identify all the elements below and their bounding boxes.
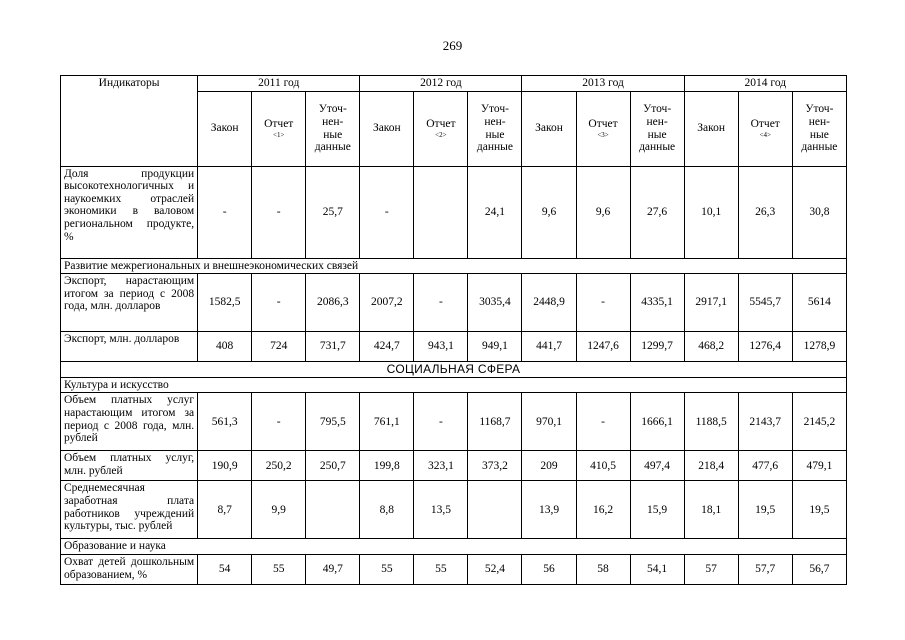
report-subheader — [576, 91, 630, 166]
report-label: Отчет — [264, 118, 294, 131]
report-label: Отчет — [588, 118, 618, 131]
value-cell: 57 — [684, 554, 738, 584]
value-cell: - — [360, 166, 414, 258]
value-cell: 761,1 — [360, 393, 414, 451]
law-subheader: Закон — [684, 91, 738, 166]
value-cell: 26,3 — [738, 166, 792, 258]
value-cell: 15,9 — [630, 481, 684, 539]
value-cell: 55 — [360, 554, 414, 584]
law-subheader: Закон — [522, 91, 576, 166]
value-cell: 2007,2 — [360, 274, 414, 332]
indicator-label: Объем платных услуг, млн. рублей — [61, 451, 198, 481]
section-heading: Образование и наука — [61, 539, 847, 555]
value-cell: 497,4 — [630, 451, 684, 481]
value-cell: 19,5 — [738, 481, 792, 539]
value-cell: 2448,9 — [522, 274, 576, 332]
value-cell: - — [252, 166, 306, 258]
report-label: Отчет — [426, 118, 456, 131]
indicator-label: Охват детей дошкольным образованием, % — [61, 554, 198, 584]
year-header-row — [61, 76, 847, 92]
value-cell: - — [414, 393, 468, 451]
value-cell: 30,8 — [792, 166, 846, 258]
refined-subheader: Уточ- нен- ные данные — [306, 91, 360, 166]
report-subheader — [252, 91, 306, 166]
value-cell: 1276,4 — [738, 332, 792, 362]
value-cell: 1582,5 — [198, 274, 252, 332]
value-cell: 2145,2 — [792, 393, 846, 451]
value-cell: - — [576, 393, 630, 451]
value-cell: 57,7 — [738, 554, 792, 584]
section-row — [61, 377, 847, 393]
report-note: <3> — [597, 130, 609, 139]
value-cell — [306, 481, 360, 539]
year-header: 2012 год — [360, 76, 522, 92]
refined-subheader: Уточ- нен- ные данные — [792, 91, 846, 166]
value-cell — [414, 166, 468, 258]
indicator-label: Среднемесячная заработная плата работников учреждений культуры, тыс. рублей — [61, 481, 198, 539]
indicator-label: Экспорт, млн. долларов — [61, 332, 198, 362]
value-cell: 1247,6 — [576, 332, 630, 362]
value-cell: 56 — [522, 554, 576, 584]
year-header: 2014 год — [684, 76, 846, 92]
value-cell: - — [414, 274, 468, 332]
value-cell: 410,5 — [576, 451, 630, 481]
value-cell: 8,8 — [360, 481, 414, 539]
table-row — [61, 481, 847, 539]
value-cell: 24,1 — [468, 166, 522, 258]
value-cell: 408 — [198, 332, 252, 362]
value-cell: 13,9 — [522, 481, 576, 539]
report-subheader — [738, 91, 792, 166]
value-cell: 1299,7 — [630, 332, 684, 362]
value-cell: 49,7 — [306, 554, 360, 584]
refined-subheader: Уточ- нен- ные данные — [468, 91, 522, 166]
value-cell: 9,6 — [522, 166, 576, 258]
report-subheader — [414, 91, 468, 166]
year-header: 2011 год — [198, 76, 360, 92]
value-cell: 5614 — [792, 274, 846, 332]
indicator-label: Доля продукции высокотехнологичных и наукоемких отраслей экономики в валовом региональном продукте, % — [61, 166, 198, 258]
value-cell: 250,7 — [306, 451, 360, 481]
value-cell: 58 — [576, 554, 630, 584]
report-note: <2> — [435, 130, 447, 139]
social-sphere-row — [61, 362, 847, 378]
report-note: <4> — [759, 130, 771, 139]
value-cell: 561,3 — [198, 393, 252, 451]
value-cell: 199,8 — [360, 451, 414, 481]
value-cell: 52,4 — [468, 554, 522, 584]
value-cell: 209 — [522, 451, 576, 481]
value-cell: 55 — [414, 554, 468, 584]
value-cell: 424,7 — [360, 332, 414, 362]
table-row — [61, 451, 847, 481]
law-subheader: Закон — [360, 91, 414, 166]
value-cell: 479,1 — [792, 451, 846, 481]
value-cell: 55 — [252, 554, 306, 584]
value-cell: 468,2 — [684, 332, 738, 362]
value-cell: - — [252, 274, 306, 332]
value-cell — [468, 481, 522, 539]
value-cell: 477,6 — [738, 451, 792, 481]
table-row — [61, 393, 847, 451]
value-cell: 54 — [198, 554, 252, 584]
report-label: Отчет — [750, 118, 780, 131]
value-cell: 795,5 — [306, 393, 360, 451]
law-subheader: Закон — [198, 91, 252, 166]
value-cell: 190,9 — [198, 451, 252, 481]
value-cell: 16,2 — [576, 481, 630, 539]
value-cell: 943,1 — [414, 332, 468, 362]
value-cell: 3035,4 — [468, 274, 522, 332]
indicators-table — [60, 75, 847, 585]
table-row — [61, 274, 847, 332]
value-cell: 323,1 — [414, 451, 468, 481]
value-cell: 8,7 — [198, 481, 252, 539]
table-row — [61, 332, 847, 362]
value-cell: 1278,9 — [792, 332, 846, 362]
value-cell: 54,1 — [630, 554, 684, 584]
value-cell: 441,7 — [522, 332, 576, 362]
indicator-label: Объем платных услуг нарастающим итогом за период с 2008 года, млн. рублей — [61, 393, 198, 451]
value-cell: 2143,7 — [738, 393, 792, 451]
social-sphere-heading: СОЦИАЛЬНАЯ СФЕРА — [61, 362, 847, 378]
value-cell: 2086,3 — [306, 274, 360, 332]
value-cell: 18,1 — [684, 481, 738, 539]
value-cell: 10,1 — [684, 166, 738, 258]
value-cell: 1168,7 — [468, 393, 522, 451]
page-number: 269 — [442, 38, 463, 53]
refined-subheader: Уточ- нен- ные данные — [630, 91, 684, 166]
value-cell: 13,5 — [414, 481, 468, 539]
value-cell: 25,7 — [306, 166, 360, 258]
section-row — [61, 539, 847, 555]
value-cell: 9,9 — [252, 481, 306, 539]
value-cell: 949,1 — [468, 332, 522, 362]
value-cell: - — [576, 274, 630, 332]
value-cell: 9,6 — [576, 166, 630, 258]
value-cell: 1188,5 — [684, 393, 738, 451]
value-cell: 218,4 — [684, 451, 738, 481]
indicator-header: Индикаторы — [61, 76, 198, 167]
value-cell: - — [252, 393, 306, 451]
section-heading: Развитие межрегиональных и внешнеэкономических связей — [61, 258, 847, 274]
report-note: <1> — [273, 130, 285, 139]
value-cell: 731,7 — [306, 332, 360, 362]
indicator-label: Экспорт, нарастающим итогом за период с 2008 года, млн. долларов — [61, 274, 198, 332]
value-cell: 250,2 — [252, 451, 306, 481]
section-heading: Культура и искусство — [61, 377, 847, 393]
value-cell: - — [198, 166, 252, 258]
value-cell: 56,7 — [792, 554, 846, 584]
value-cell: 4335,1 — [630, 274, 684, 332]
value-cell: 724 — [252, 332, 306, 362]
section-row — [61, 258, 847, 274]
value-cell: 27,6 — [630, 166, 684, 258]
value-cell: 970,1 — [522, 393, 576, 451]
year-header: 2013 год — [522, 76, 684, 92]
value-cell: 2917,1 — [684, 274, 738, 332]
table-row — [61, 166, 847, 258]
value-cell: 19,5 — [792, 481, 846, 539]
table-row — [61, 554, 847, 584]
table-body — [61, 166, 847, 584]
value-cell: 1666,1 — [630, 393, 684, 451]
value-cell: 5545,7 — [738, 274, 792, 332]
value-cell: 373,2 — [468, 451, 522, 481]
